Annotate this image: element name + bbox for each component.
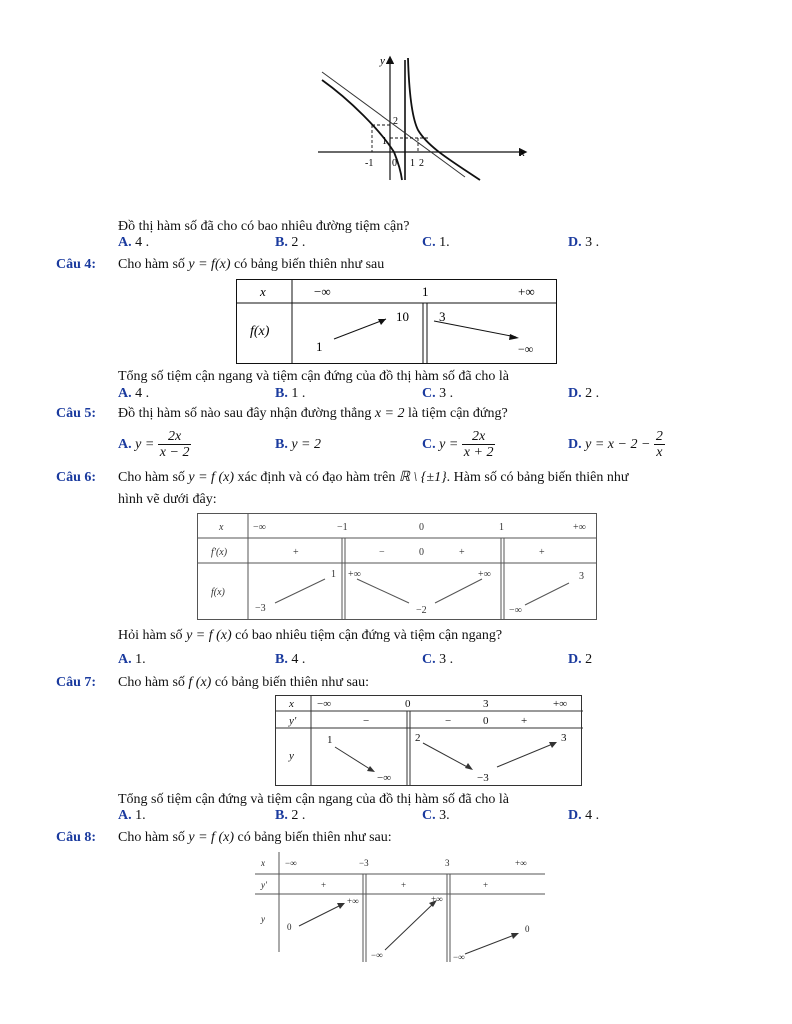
q6-option-d[interactable]: D. 2 [568, 652, 593, 667]
q4-label: Câu 4: [56, 257, 97, 272]
q6-option-a[interactable]: A. 1. [118, 652, 146, 667]
svg-text:1: 1 [327, 734, 333, 746]
tick-x-2: 2 [419, 158, 424, 169]
q7-question: Tổng số tiệm cận đứng và tiệm cận ngang của đồ thị hàm số đã cho là [118, 792, 509, 807]
q6-variation-table [197, 513, 597, 621]
svg-text:f(x): f(x) [250, 324, 270, 339]
svg-text:0: 0 [419, 547, 424, 558]
svg-text:0: 0 [287, 922, 292, 932]
q7-option-c[interactable]: C. 3. [422, 808, 450, 823]
svg-text:0: 0 [419, 522, 424, 533]
svg-text:x: x [260, 284, 266, 299]
tick-x-1: 1 [410, 158, 415, 169]
svg-text:0: 0 [525, 924, 530, 934]
svg-text:−1: −1 [337, 522, 348, 533]
svg-text:0: 0 [405, 698, 411, 710]
svg-text:3: 3 [439, 309, 446, 324]
q6-stem: Cho hàm số y = f (x) xác định và có đạo hàm trên ℝ \ {±1}. Hàm số có bảng biến thiên như [118, 470, 629, 485]
svg-text:−∞: −∞ [518, 342, 534, 356]
svg-text:+: + [459, 547, 465, 558]
svg-text:+∞: +∞ [347, 896, 359, 906]
svg-text:−3: −3 [359, 858, 369, 868]
q7-label: Câu 7: [56, 675, 97, 690]
q7-variation-table [275, 695, 583, 787]
svg-text:y′: y′ [261, 880, 267, 890]
q5-option-b[interactable]: B. y = 2 [275, 437, 322, 452]
q5-stem: Đồ thị hàm số nào sau đây nhận đường thẳng x = 2 là tiệm cận đứng? [118, 406, 508, 421]
svg-text:y: y [261, 914, 265, 924]
svg-text:+∞: +∞ [515, 858, 527, 868]
svg-text:3: 3 [483, 698, 489, 710]
q4-option-d[interactable]: D. 2 . [568, 386, 600, 401]
svg-text:−∞: −∞ [371, 950, 383, 960]
q5-option-a[interactable]: A. y = $\frac{2x}{x - 2}$ [118, 429, 190, 461]
svg-text:+∞: +∞ [518, 284, 535, 299]
svg-text:−: − [363, 715, 370, 727]
q5-option-c[interactable]: C. y = $\frac{2x}{x + 2}$ [422, 429, 494, 461]
svg-text:+: + [483, 880, 489, 890]
q8-label: Câu 8: [56, 830, 97, 845]
q5-option-d[interactable]: D. y = x − 2 − $\frac{2}{x}$ [568, 429, 663, 461]
svg-text:−∞: −∞ [509, 605, 522, 616]
svg-text:f′(x): f′(x) [211, 547, 228, 558]
svg-text:+: + [539, 547, 545, 558]
svg-text:x: x [289, 698, 294, 710]
q7-stem: Cho hàm số f (x) có bảng biến thiên như sau: [118, 675, 369, 690]
x-axis-label: x [520, 147, 525, 159]
tick-y-1: 1 [382, 136, 387, 147]
q7-option-d[interactable]: D. 4 . [568, 808, 600, 823]
svg-text:+: + [521, 715, 528, 727]
svg-text:3: 3 [561, 732, 567, 744]
svg-text:−2: −2 [416, 605, 427, 616]
q8-variation-table [255, 852, 545, 964]
svg-text:−∞: −∞ [453, 952, 465, 962]
q3-option-a[interactable]: A. 4 . [118, 235, 150, 250]
q6-option-c[interactable]: C. 3 . [422, 652, 454, 667]
q3-option-c[interactable]: C. 1. [422, 235, 450, 250]
svg-text:+: + [321, 880, 327, 890]
svg-text:−∞: −∞ [314, 284, 331, 299]
svg-text:+∞: +∞ [348, 569, 361, 580]
q5-label: Câu 5: [56, 406, 97, 421]
svg-text:3: 3 [579, 571, 584, 582]
svg-text:1: 1 [331, 569, 336, 580]
asymptote-graph [310, 52, 540, 182]
svg-text:f(x): f(x) [211, 587, 225, 598]
q3-option-b[interactable]: B. 2 . [275, 235, 306, 250]
q4-option-c[interactable]: C. 3 . [422, 386, 454, 401]
tick-y-2: 2 [393, 116, 398, 127]
tick-x-minus1: -1 [365, 158, 374, 169]
q4-stem: Cho hàm số y = f(x) có bảng biến thiên như sau [118, 257, 385, 272]
q6-option-b[interactable]: B. 4 . [275, 652, 306, 667]
svg-text:+∞: +∞ [478, 569, 491, 580]
svg-text:1: 1 [316, 339, 323, 354]
svg-text:x: x [219, 522, 224, 533]
q7-option-b[interactable]: B. 2 . [275, 808, 306, 823]
svg-text:−3: −3 [477, 772, 489, 784]
svg-text:+: + [401, 880, 407, 890]
q6-label: Câu 6: [56, 470, 97, 485]
q4-variation-table [236, 279, 558, 365]
svg-text:0: 0 [483, 715, 489, 727]
q6-question: Hỏi hàm số y = f (x) có bao nhiêu tiệm cận đứng và tiệm cận ngang? [118, 628, 503, 643]
q4-option-b[interactable]: B. 1 . [275, 386, 306, 401]
svg-text:−∞: −∞ [377, 772, 392, 784]
svg-text:+∞: +∞ [573, 522, 586, 533]
svg-text:1: 1 [422, 284, 429, 299]
q8-stem: Cho hàm số y = f (x) có bảng biến thiên như sau: [118, 830, 392, 845]
tick-origin: 0 [392, 158, 397, 169]
svg-text:−∞: −∞ [285, 858, 297, 868]
svg-text:10: 10 [396, 309, 409, 324]
q3-question: Đồ thị hàm số đã cho có bao nhiêu đường tiệm cận? [118, 219, 410, 234]
y-axis-label: y [380, 55, 385, 67]
q3-option-d[interactable]: D. 3 . [568, 235, 600, 250]
svg-text:−∞: −∞ [253, 522, 266, 533]
svg-text:−: − [445, 715, 452, 727]
svg-text:y: y [289, 750, 294, 762]
svg-text:−: − [379, 547, 385, 558]
svg-text:2: 2 [415, 732, 421, 744]
q6-stem-line2: hình vẽ dưới đây: [118, 492, 217, 507]
svg-text:+∞: +∞ [553, 698, 568, 710]
svg-text:1: 1 [499, 522, 504, 533]
svg-text:x: x [261, 858, 265, 868]
svg-text:y′: y′ [289, 715, 297, 727]
svg-text:3: 3 [445, 858, 450, 868]
q4-question: Tổng số tiệm cận ngang và tiệm cận đứng của đồ thị hàm số đã cho là [118, 369, 509, 384]
svg-text:−3: −3 [255, 603, 266, 614]
q7-option-a[interactable]: A. 1. [118, 808, 146, 823]
svg-text:+∞: +∞ [431, 894, 443, 904]
svg-text:+: + [293, 547, 299, 558]
q4-option-a[interactable]: A. 4 . [118, 386, 150, 401]
svg-text:−∞: −∞ [317, 698, 332, 710]
